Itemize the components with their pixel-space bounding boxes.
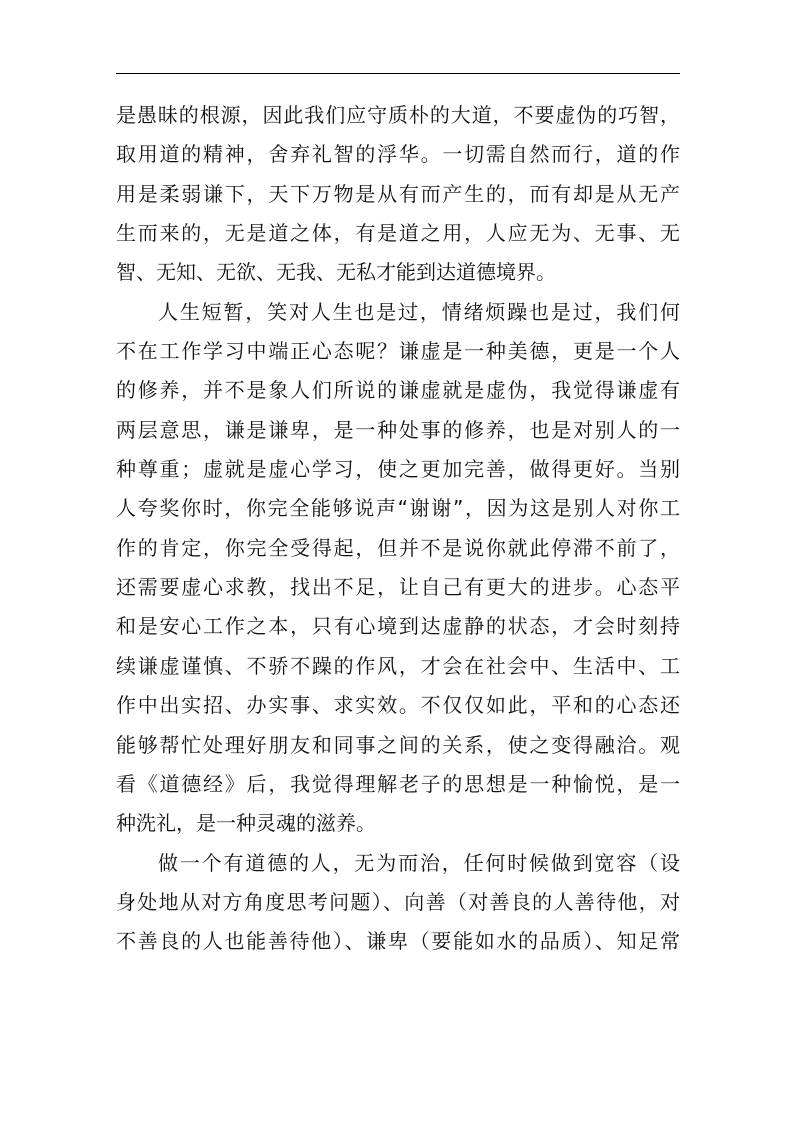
text-line: 是愚昧的根源，因此我们应守质朴的大道，不要虚伪的巧智， bbox=[116, 103, 680, 127]
text-line: 种尊重；虚就是虚心学习，使之更加完善，做得更好。当别 bbox=[116, 457, 680, 482]
text-line: 智、无知、无欲、无我、无私才能到达道德境界。 bbox=[116, 260, 556, 285]
text-line: 人生短暂，笑对人生也是过，情绪烦躁也是过，我们何 bbox=[158, 299, 680, 324]
text-line: 续谦虚谨慎、不骄不躁的作风，才会在社会中、生活中、工 bbox=[116, 653, 680, 678]
text-line: 看《道德经》后，我觉得理解老子的思想是一种愉悦，是一 bbox=[116, 771, 680, 796]
header-rule bbox=[116, 73, 680, 74]
text-line: 种洗礼，是一种灵魂的滋养。 bbox=[116, 811, 376, 836]
paragraph-2 bbox=[116, 293, 680, 844]
text-line: 能够帮忙处理好朋友和同事之间的关系，使之变得融洽。观 bbox=[116, 732, 680, 757]
text-line: 取用道的精神，舍弃礼智的浮华。一切需自然而行，道的作 bbox=[116, 142, 680, 167]
text-line: 不善良的人也能善待他）、谦卑（要能如水的品质）、知足常 bbox=[116, 929, 680, 954]
paragraph-3 bbox=[116, 844, 680, 962]
document-body bbox=[116, 96, 680, 962]
text-line: 身处地从对方角度思考问题）、向善（对善良的人善待他，对 bbox=[116, 889, 680, 914]
text-line: 两层意思，谦是谦卑，是一种处事的修养，也是对别人的一 bbox=[116, 417, 680, 442]
text-line: 和是安心工作之本，只有心境到达虚静的状态，才会时刻持 bbox=[116, 614, 680, 639]
text-line: 的修养，并不是象人们所说的谦虚就是虚伪，我觉得谦虚有 bbox=[116, 378, 680, 403]
text-line: 用是柔弱谦下，天下万物是从有而产生的，而有却是从无产 bbox=[116, 181, 680, 206]
text-line: 作中出实招、办实事、求实效。不仅仅如此，平和的心态还 bbox=[116, 693, 680, 718]
text-line: 做一个有道德的人，无为而治，任何时候做到宽容（设 bbox=[158, 850, 680, 875]
paragraph-1 bbox=[116, 96, 680, 293]
text-line: 还需要虚心求教，找出不足，让自己有更大的进步。心态平 bbox=[116, 575, 680, 600]
text-line: 作的肯定，你完全受得起，但并不是说你就此停滞不前了， bbox=[116, 535, 680, 560]
text-line: 人夸奖你时，你完全能够说声“谢谢”，因为这是别人对你工 bbox=[116, 496, 680, 521]
text-line: 不在工作学习中端正心态呢？谦虚是一种美德，更是一个人 bbox=[116, 339, 680, 364]
text-line: 生而来的，无是道之体，有是道之用，人应无为、无事、无 bbox=[116, 221, 680, 246]
